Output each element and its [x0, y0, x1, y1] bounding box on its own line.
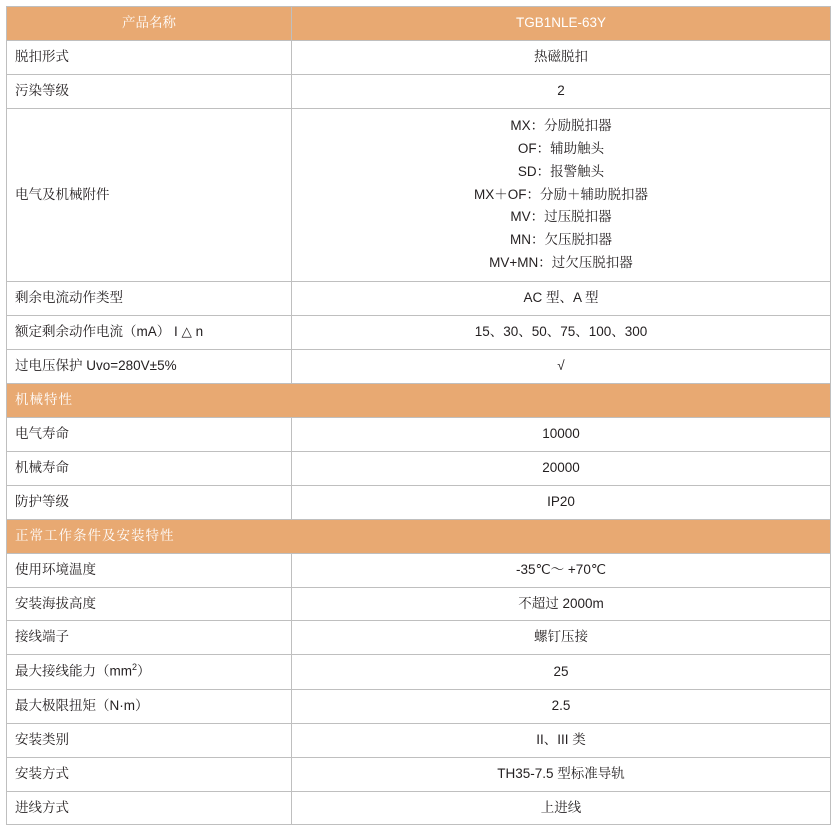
row-value: 15、30、50、75、100、300 — [292, 316, 831, 350]
row-label: 电气及机械附件 — [7, 108, 292, 281]
row-label-suffix: ） — [137, 663, 151, 679]
table-row — [7, 350, 831, 384]
row-label: 安装方式 — [7, 757, 292, 791]
table-row — [7, 74, 831, 108]
row-value: 热磁脱扣 — [292, 40, 831, 74]
accessory-line: MV：过压脱扣器 — [510, 209, 612, 225]
row-label: 安装海拔高度 — [7, 587, 292, 621]
product-specification-table — [6, 6, 831, 825]
accessory-line: MX＋OF：分励＋辅助脱扣器 — [474, 186, 648, 202]
header-label-cell: 产品名称 — [7, 7, 292, 41]
table-row-accessories — [7, 108, 831, 281]
row-value: 25 — [292, 655, 831, 689]
accessory-line: MV+MN：过欠压脱扣器 — [489, 255, 633, 271]
table-row — [7, 689, 831, 723]
table-row — [7, 282, 831, 316]
row-label: 防护等级 — [7, 485, 292, 519]
table-row — [7, 40, 831, 74]
accessory-line: MX：分励脱扣器 — [510, 117, 612, 133]
accessory-line: MN：欠压脱扣器 — [510, 232, 612, 248]
table-row — [7, 316, 831, 350]
row-label: 最大极限扭矩（N·m） — [7, 689, 292, 723]
row-value: 不超过 2000m — [292, 587, 831, 621]
row-value: AC 型、A 型 — [292, 282, 831, 316]
row-value: 2 — [292, 74, 831, 108]
table-row — [7, 723, 831, 757]
row-value: 2.5 — [292, 689, 831, 723]
table-row — [7, 655, 831, 689]
row-label-wire-capacity — [7, 655, 292, 689]
row-label: 脱扣形式 — [7, 40, 292, 74]
row-label: 剩余电流动作类型 — [7, 282, 292, 316]
row-label: 进线方式 — [7, 791, 292, 825]
row-label: 过电压保护 Uvo=280V±5% — [7, 350, 292, 384]
row-label: 电气寿命 — [7, 417, 292, 451]
row-value: 螺钉压接 — [292, 621, 831, 655]
row-label-prefix: 最大接线能力（mm — [15, 663, 132, 679]
table-row — [7, 621, 831, 655]
table-row — [7, 791, 831, 825]
table-body — [7, 7, 831, 825]
row-label: 污染等级 — [7, 74, 292, 108]
header-value-cell: TGB1NLE-63Y — [292, 7, 831, 41]
row-label: 额定剩余动作电流（mA） I △ n — [7, 316, 292, 350]
row-value: 20000 — [292, 451, 831, 485]
accessory-line: SD：报警触头 — [517, 163, 605, 179]
row-value: 上进线 — [292, 791, 831, 825]
row-value: -35℃～ +70℃ — [292, 553, 831, 587]
table-row — [7, 451, 831, 485]
table-row — [7, 553, 831, 587]
row-label: 使用环境温度 — [7, 553, 292, 587]
accessory-line: OF：辅助触头 — [517, 140, 605, 156]
row-value: II、III 类 — [292, 723, 831, 757]
table-header-row — [7, 7, 831, 41]
row-label: 接线端子 — [7, 621, 292, 655]
table-row — [7, 417, 831, 451]
row-value-multiline — [292, 108, 831, 281]
row-value: √ — [292, 350, 831, 384]
section-header-mechanical — [7, 383, 831, 417]
row-label: 安装类别 — [7, 723, 292, 757]
section-label: 正常工作条件及安装特性 — [7, 519, 831, 553]
row-label-superscript: 2 — [132, 662, 138, 673]
section-header-operating-conditions — [7, 519, 831, 553]
table-row — [7, 485, 831, 519]
table-row — [7, 757, 831, 791]
row-value: TH35-7.5 型标准导轨 — [292, 757, 831, 791]
row-value: 10000 — [292, 417, 831, 451]
table-row — [7, 587, 831, 621]
section-label: 机械特性 — [7, 383, 831, 417]
row-value: IP20 — [292, 485, 831, 519]
row-label: 机械寿命 — [7, 451, 292, 485]
